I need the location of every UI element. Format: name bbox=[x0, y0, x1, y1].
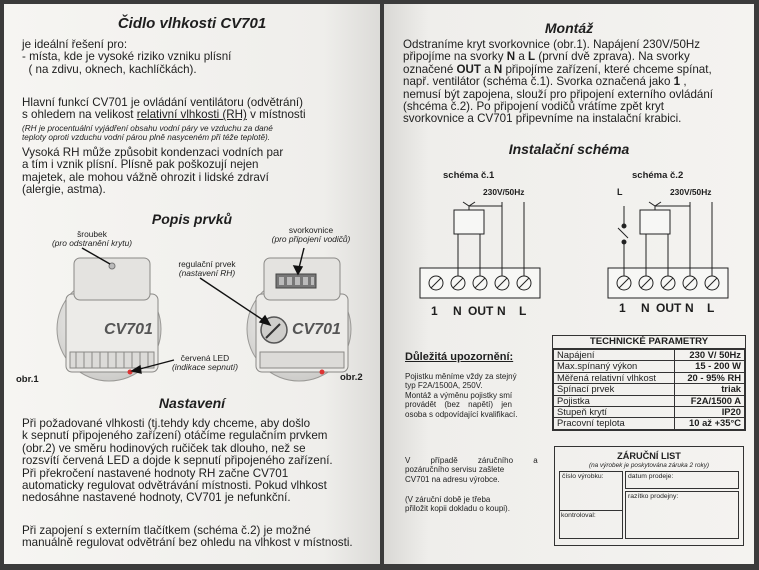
tech-key: Max.spínaný výkon bbox=[554, 361, 675, 372]
s1-term-1: 1 bbox=[431, 304, 438, 318]
s1-term-out: OUT bbox=[468, 304, 494, 318]
s2-term-1: 1 bbox=[619, 301, 626, 315]
s1-term-n: N bbox=[453, 304, 462, 318]
tech-key: Stupeň krytí bbox=[554, 407, 675, 418]
tech-value: 230 V/ 50Hz bbox=[675, 350, 745, 361]
tech-params bbox=[552, 335, 746, 431]
label-screw: šroubek (pro odstranění krytu) bbox=[51, 229, 133, 249]
schema2-diagram bbox=[608, 202, 728, 298]
mount-line: např. ventilátor (schéma č.1). Svorka označená jako 1 , bbox=[403, 75, 687, 89]
tech-key: Měřená relativní vlhkost bbox=[554, 372, 675, 383]
tech-row bbox=[554, 384, 745, 395]
notice-warranty: (V záruční době je třeba přiložit kopii dokladu o koupi). bbox=[405, 495, 510, 514]
tech-value: 15 - 200 W bbox=[675, 361, 745, 372]
mount-para bbox=[403, 39, 713, 126]
schema-title: Instalační schéma bbox=[508, 141, 630, 157]
device-label-1: CV701 bbox=[104, 321, 153, 338]
button-para: Při zapojení s externím tlačítkem (schéma č.2) je možné manuálně regulovat odvětrání bez ohledu na vlhkost v místnosti. bbox=[22, 524, 353, 550]
mount-line: (shcéma č.2). Po připojení vodičů vrátíme zpět kryt bbox=[403, 100, 664, 114]
parts-title: Popis prvků bbox=[151, 211, 233, 227]
switch-icon bbox=[618, 228, 628, 238]
notice-fuse: Pojistku měníme vždy za stejný typ F2A/1500A, 250V. Montáž a výměnu pojistky smí provádět (bez napětí) jen osoba s odpovídající kvalifikací. bbox=[405, 372, 518, 419]
tech-row bbox=[554, 418, 745, 429]
warranty-serial-field: číslo výrobku: kontroloval: bbox=[559, 471, 623, 539]
main-function-para: Hlavní funkcí CV701 je ovládání ventilátoru (odvětrání) s ohledem na velikost relativní vlhkosti (RH) v místnosti bbox=[22, 96, 306, 122]
tech-row bbox=[554, 395, 745, 406]
tech-key: Napájení bbox=[554, 350, 675, 361]
mount-line: Odstraníme kryt svorkovnice (obr.1). Napájení 230V/50Hz bbox=[403, 38, 701, 51]
warranty-title: ZÁRUČNÍ LIST bbox=[617, 451, 681, 461]
tech-key: Pojistka bbox=[554, 395, 675, 406]
rh-para: Vysoká RH může způsobit kondenzaci vodních par a tím i vznik plísní. Plísně pak poškozují nejen majetek, ale mohou vážně ohrozit i lidské zdraví (alergie, astma). bbox=[22, 146, 284, 197]
mount-line: nemusí být zapojena, slouží pro připojení externího ovládání bbox=[403, 87, 714, 101]
left-title: Čidlo vlhkosti CV701 bbox=[117, 15, 267, 32]
s1-term-n2: N bbox=[497, 304, 506, 318]
fan-box-2 bbox=[640, 210, 670, 234]
s2-term-n2: N bbox=[685, 301, 694, 315]
obr1-label: obr.1 bbox=[16, 374, 39, 385]
tech-key: Spínací prvek bbox=[554, 384, 675, 395]
s2-term-l: L bbox=[707, 301, 715, 315]
schema2-title: schéma č.2 bbox=[632, 170, 684, 181]
left-page bbox=[4, 4, 380, 564]
mount-line: připojíme na svorky N a L (první dvě zprava). Na svorky bbox=[403, 50, 690, 64]
label-terminal: svorkovnice (pro připojení vodičů) bbox=[271, 225, 351, 245]
right-page bbox=[384, 4, 754, 564]
tech-value: IP20 bbox=[675, 407, 745, 418]
warranty-date-field: datum prodeje: bbox=[625, 471, 739, 489]
schema2-l-label: L bbox=[617, 187, 623, 197]
wiring-schematics bbox=[384, 194, 754, 304]
setting-title: Nastavení bbox=[158, 395, 226, 411]
warranty-sub: (na výrobek je poskytována záruka 2 roky) bbox=[588, 462, 710, 469]
mount-title: Montáž bbox=[544, 20, 594, 36]
warranty-stamp-field: razítko prodejny: bbox=[625, 491, 739, 539]
led-icon bbox=[128, 370, 133, 375]
tech-params-title: TECHNICKÉ PARAMETRY bbox=[553, 336, 745, 349]
tech-params-table bbox=[553, 349, 745, 430]
tech-row bbox=[554, 372, 745, 383]
tech-value: F2A/1500 A bbox=[675, 395, 745, 406]
tech-row bbox=[554, 350, 745, 361]
tech-row bbox=[554, 407, 745, 418]
obr2-label: obr.2 bbox=[340, 372, 363, 383]
intro-text: je ideální řešení pro: - místa, kde je vysoké riziko vzniku plísní ( na zdivu, oknech, kachlíčkách). bbox=[22, 38, 232, 76]
tech-value: 10 až +35°C bbox=[675, 418, 745, 429]
s2-term-out: OUT bbox=[656, 301, 682, 315]
device-obr1 bbox=[57, 258, 161, 381]
setting-para: Při požadované vlhkosti (tj.tehdy kdy chceme, aby došlo k sepnutí připojeného zařízení) otáčíme regulačním prvkem (obr.2) ve směru hodinových ručiček tak dlouho, než se rozsvítí červená LED a dojde k sepnutí připojeného zařízení. Při překročení nastavené hodnoty RH začne CV701 automaticky regulovat odvětrávání místnosti. Pokud vlhkost nedosáhne nastavené hodnoty, CV701 je nefunkční. bbox=[22, 417, 333, 505]
tech-row bbox=[554, 361, 745, 372]
notice-service: V případě záručního a pozáručního servisu zašlete CV701 na adresu výrobce. bbox=[405, 456, 538, 484]
tech-value: triak bbox=[675, 384, 745, 395]
tech-key: Pracovní teplota bbox=[554, 418, 675, 429]
device-label-2: CV701 bbox=[292, 321, 341, 338]
schema1-diagram bbox=[420, 202, 540, 298]
warranty-control-field: kontroloval: bbox=[559, 510, 623, 520]
warranty-card bbox=[554, 446, 744, 546]
fan-box-1 bbox=[454, 210, 484, 234]
label-led: červená LED (indikace sepnutí) bbox=[171, 353, 239, 373]
tech-value: 20 - 95% RH bbox=[675, 372, 745, 383]
schema1-title: schéma č.1 bbox=[443, 170, 495, 181]
label-knob: regulační prvek (nastavení RH) bbox=[178, 259, 236, 279]
s1-term-l: L bbox=[519, 304, 527, 318]
mount-line: označené OUT a N připojíme zařízení, které chceme spínat, bbox=[403, 62, 712, 76]
schema2-voltage: 230V/50Hz bbox=[670, 187, 712, 197]
mount-line: svorkovnice a CV701 připevníme na instalační krabici. bbox=[403, 112, 682, 126]
rh-note: (RH je procentuální vyjádření obsahu vodní páry ve vzduchu za dané teploty oproti vzduchu vodní párou plně nasyceném při téže teplotě). bbox=[22, 124, 273, 143]
s2-term-n: N bbox=[641, 301, 650, 315]
notice-title: Důležitá upozornění: bbox=[405, 351, 514, 363]
schema1-voltage: 230V/50Hz bbox=[483, 187, 525, 197]
